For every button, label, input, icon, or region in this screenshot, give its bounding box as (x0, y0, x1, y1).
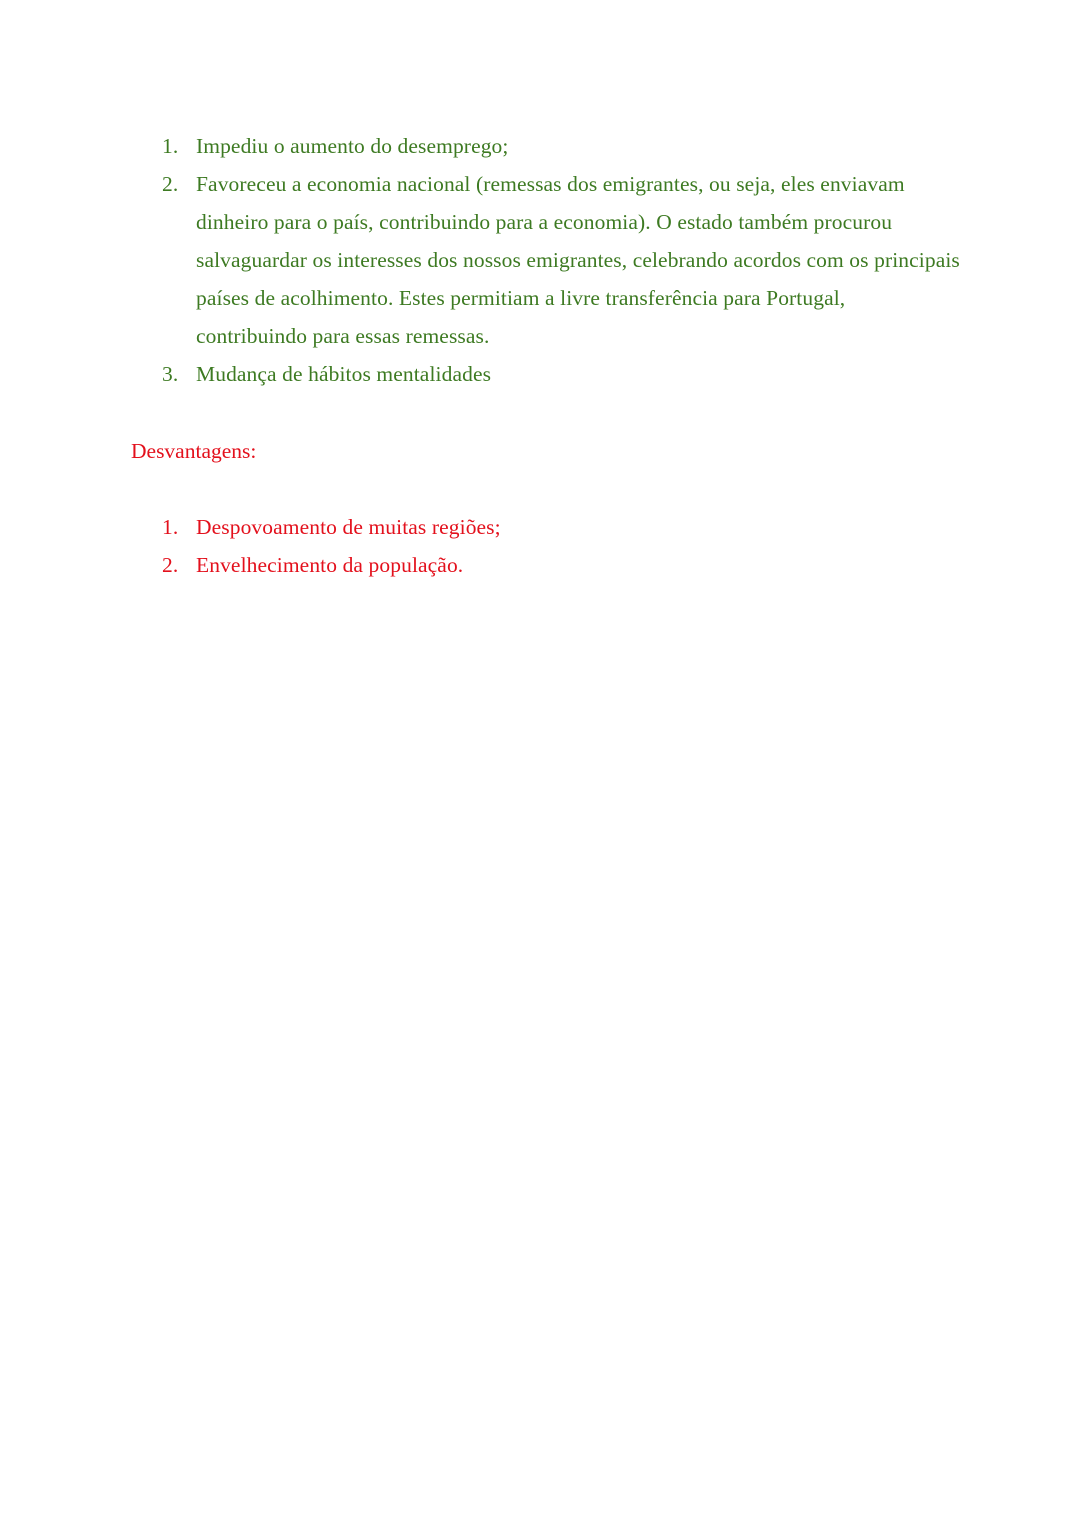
list-item-text: Despovoamento de muitas regiões; (196, 515, 501, 539)
list-item-number: 2. (162, 172, 179, 196)
list-item (0, 546, 1080, 584)
disadvantages-heading: Desvantagens: (131, 439, 257, 463)
list-item (0, 127, 1080, 165)
list-item-number: 2. (162, 553, 179, 577)
list-item-text: Mudança de hábitos mentalidades (196, 362, 492, 386)
list-item (0, 165, 1080, 355)
disadvantages-list (0, 508, 1080, 584)
list-item-text: Impediu o aumento do desemprego; (196, 134, 509, 158)
advantages-list (0, 127, 1080, 393)
list-item-text: Envelhecimento da população. (196, 553, 464, 577)
list-item (0, 508, 1080, 546)
list-item-number: 1. (162, 134, 179, 158)
list-item-number: 3. (162, 362, 179, 386)
list-item-number: 1. (162, 515, 179, 539)
list-item (0, 355, 1080, 393)
list-item-text: Favoreceu a economia nacional (remessas dos emigrantes, ou seja, eles enviavam dinheiro para o país, contribuindo para a economia). O estado também procurou salvaguardar os interesses dos nossos emigrantes, celebrando acordos com os principais países de acolhimento. Estes permitiam a livre transferência para Portugal, contribuindo para essas remessas. (196, 172, 960, 348)
